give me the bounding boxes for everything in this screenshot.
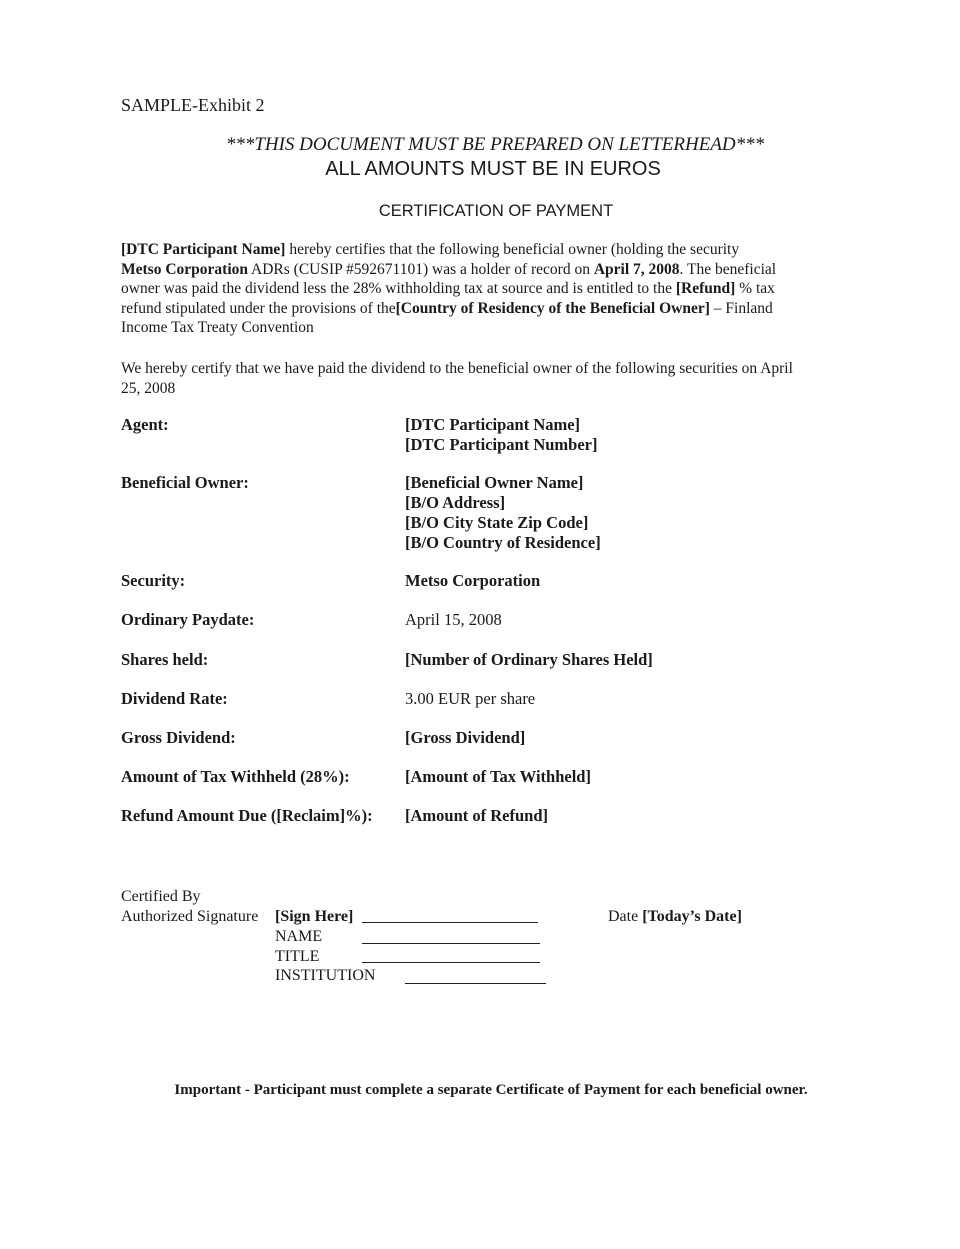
security-name: Metso Corporation bbox=[121, 260, 248, 278]
important-note: Important - Participant must complete a separate Certificate of Payment for each beneficial owner. bbox=[174, 1082, 808, 1098]
refund-amount-label: Refund Amount Due ([Reclaim]%): bbox=[121, 806, 373, 825]
country-placeholder: [Country of Residency of the Beneficial Owner] bbox=[395, 299, 710, 317]
gross-dividend-label: Gross Dividend: bbox=[121, 728, 236, 747]
refund-placeholder: [Refund] bbox=[675, 280, 736, 297]
paydate-label: Ordinary Paydate: bbox=[121, 610, 255, 629]
paragraph-line-3: owner was paid the dividend less the 28% withholding tax at source and is entitled to the [Refund] % tax bbox=[121, 280, 775, 297]
date-field bbox=[608, 908, 742, 926]
owner-name: [Beneficial Owner Name] bbox=[405, 473, 584, 492]
dividend-rate-value: 3.00 EUR per share bbox=[405, 689, 536, 708]
shares-value: [Number of Ordinary Shares Held] bbox=[405, 650, 653, 669]
refund-amount-value: [Amount of Refund] bbox=[405, 806, 549, 825]
paragraph2-line-1: We hereby certify that we have paid the dividend to the beneficial owner of the following securities on April bbox=[121, 360, 793, 377]
title-label: TITLE bbox=[275, 948, 320, 965]
sign-here-placeholder: [Sign Here] bbox=[275, 908, 354, 925]
agent-label: Agent: bbox=[121, 415, 169, 434]
security-label: Security: bbox=[121, 571, 186, 590]
shares-label: Shares held: bbox=[121, 650, 209, 669]
exhibit-label: SAMPLE-Exhibit 2 bbox=[121, 95, 265, 115]
authorized-signature-label: Authorized Signature bbox=[121, 908, 259, 925]
paragraph-line-4: refund stipulated under the provisions of the[Country of Residency of the Beneficial Owner] – Finland bbox=[121, 299, 773, 317]
date-value: [Today’s Date] bbox=[642, 908, 742, 925]
agent-name: [DTC Participant Name] bbox=[405, 415, 581, 434]
paydate-value: April 15, 2008 bbox=[405, 610, 502, 629]
paragraph2-line-2: 25, 2008 bbox=[121, 379, 176, 397]
title-line[interactable] bbox=[362, 962, 540, 963]
owner-city: [B/O City State Zip Code] bbox=[405, 513, 589, 532]
tax-withheld-label: Amount of Tax Withheld (28%): bbox=[121, 767, 350, 786]
record-date: April 7, 2008 bbox=[593, 260, 680, 278]
name-line[interactable] bbox=[362, 943, 540, 944]
tax-withheld-value: [Amount of Tax Withheld] bbox=[405, 767, 591, 786]
paragraph-line-1: [DTC Participant Name] hereby certifies that the following beneficial owner (holding the security bbox=[121, 241, 740, 258]
date-label: Date bbox=[608, 908, 639, 925]
document-title: CERTIFICATION OF PAYMENT bbox=[378, 202, 614, 220]
owner-country: [B/O Country of Residence] bbox=[405, 533, 601, 552]
payment-paragraph bbox=[121, 359, 856, 398]
signature-line[interactable] bbox=[362, 922, 538, 923]
gross-dividend-value: [Gross Dividend] bbox=[405, 728, 526, 747]
dtc-participant-name: [DTC Participant Name] bbox=[121, 241, 286, 258]
paragraph-line-5: Income Tax Treaty Convention bbox=[121, 319, 314, 336]
paragraph-line-2: Metso Corporation ADRs (CUSIP #592671101) was a holder of record on April 7, 2008. The beneficial bbox=[121, 260, 777, 278]
name-label: NAME bbox=[275, 928, 323, 945]
institution-line[interactable] bbox=[405, 983, 546, 984]
letterhead-notice: ***THIS DOCUMENT MUST BE PREPARED ON LETTERHEAD*** bbox=[225, 134, 765, 155]
beneficial-owner-label: Beneficial Owner: bbox=[121, 473, 249, 492]
dividend-rate-label: Dividend Rate: bbox=[121, 689, 228, 708]
owner-address: [B/O Address] bbox=[405, 493, 506, 512]
certified-by-label: Certified By bbox=[121, 888, 201, 905]
agent-number: [DTC Participant Number] bbox=[405, 435, 598, 454]
security-value: Metso Corporation bbox=[405, 571, 541, 590]
certification-paragraph bbox=[121, 240, 856, 338]
institution-label: INSTITUTION bbox=[275, 967, 376, 984]
currency-notice: ALL AMOUNTS MUST BE IN EUROS bbox=[325, 158, 661, 180]
